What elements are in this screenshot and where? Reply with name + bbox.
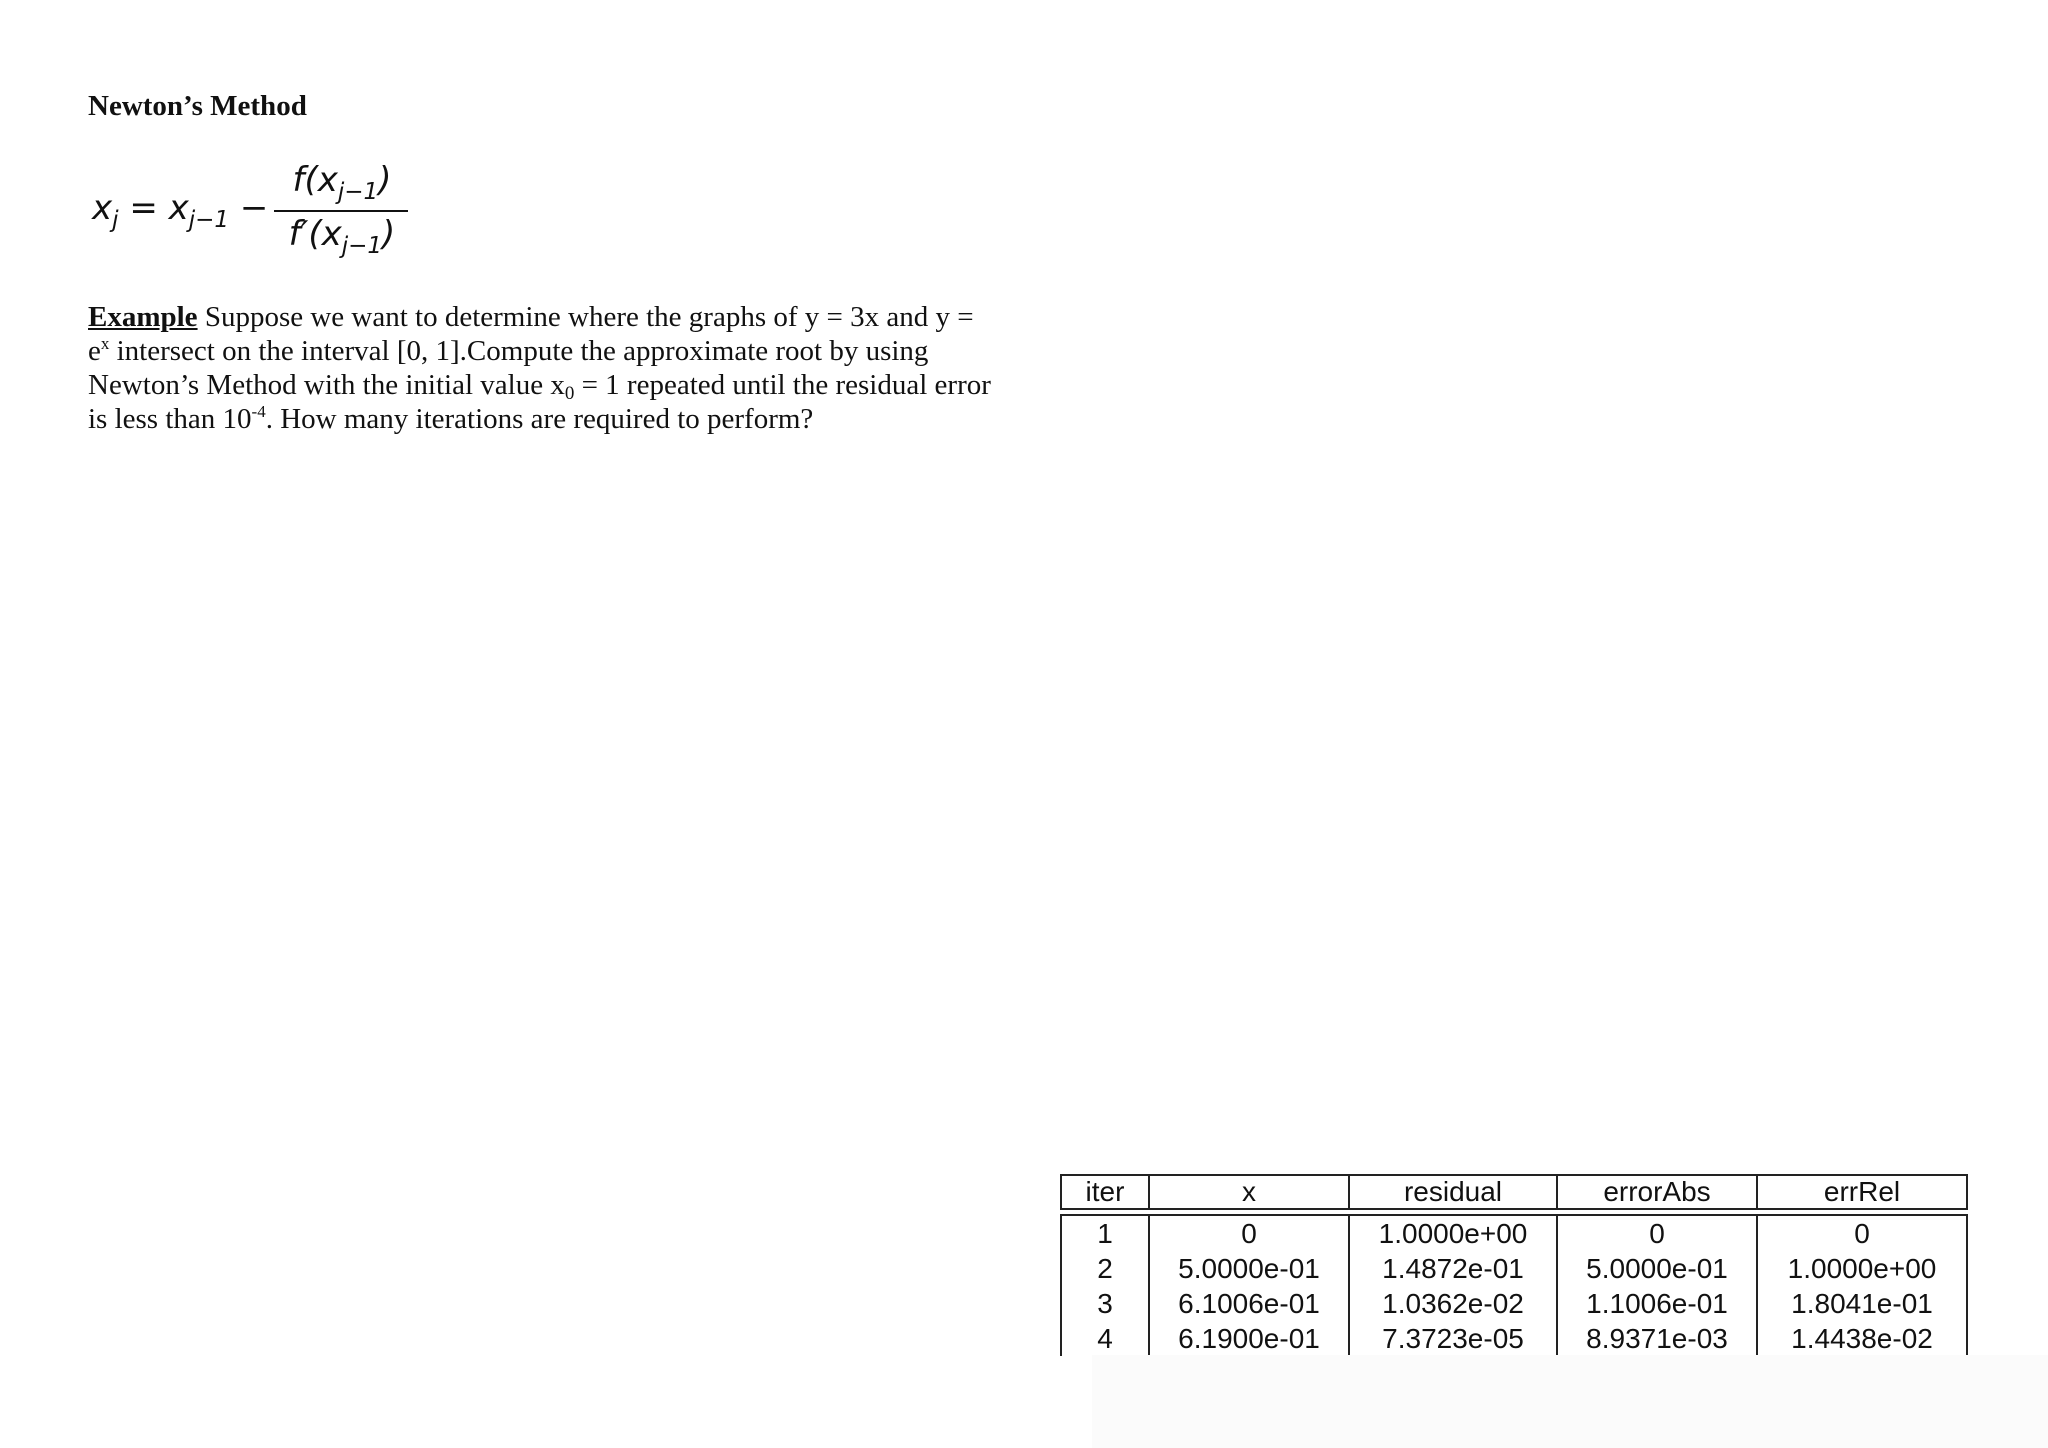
table-cell: 5.0000e-01 bbox=[1586, 1253, 1728, 1284]
iteration-table bbox=[1060, 1174, 1968, 1356]
denominator-prefix: f′(x bbox=[288, 214, 342, 254]
numerator-suffix: ) bbox=[378, 160, 392, 200]
table-cell: 6.1900e-01 bbox=[1178, 1323, 1320, 1354]
formula-lhs-sub: j bbox=[112, 207, 119, 233]
example-line-4-sup: -4 bbox=[251, 402, 266, 421]
numerator-prefix: f(x bbox=[292, 160, 338, 200]
newton-formula bbox=[92, 158, 432, 266]
numerator-sub: j−1 bbox=[337, 179, 379, 205]
table-cell: 0 bbox=[1649, 1218, 1665, 1249]
formula-denominator bbox=[277, 214, 407, 258]
formula-lhs-var: x bbox=[92, 188, 113, 228]
formula-minus: − bbox=[229, 188, 269, 228]
column-residual bbox=[1348, 1216, 1556, 1356]
column-error-abs bbox=[1556, 1216, 1756, 1356]
column-err-rel bbox=[1756, 1216, 1966, 1356]
denominator-sub: j−1 bbox=[341, 233, 383, 259]
table-cell: 0 bbox=[1241, 1218, 1257, 1249]
formula-rhs-sub: j−1 bbox=[188, 207, 230, 233]
example-line-2-text: intersect on the interval [0, 1].Compute the approximate root by using bbox=[109, 335, 929, 367]
table-cell: 1.0000e+00 bbox=[1787, 1253, 1937, 1284]
table-cell: 5.0000e-01 bbox=[1178, 1253, 1320, 1284]
example-line-3-sub: 0 bbox=[564, 383, 575, 404]
formula-numerator bbox=[277, 160, 407, 204]
example-line-3-pre: Newton’s Method with the initial value x bbox=[88, 369, 565, 401]
example-lead: Example bbox=[88, 301, 198, 333]
background-shade bbox=[1092, 1355, 2048, 1448]
header-error-abs: errorAbs bbox=[1556, 1176, 1756, 1208]
header-iter: iter bbox=[1085, 1176, 1125, 1207]
example-line-4-pre: is less than 10 bbox=[88, 403, 252, 435]
example-line-3-post: = 1 repeated until the residual error bbox=[574, 369, 991, 401]
formula-equals: = bbox=[118, 188, 169, 228]
column-iter bbox=[1062, 1216, 1148, 1356]
table-cell: 1.0000e+00 bbox=[1378, 1218, 1528, 1249]
header-x: x bbox=[1148, 1176, 1348, 1208]
fraction-bar bbox=[274, 210, 408, 212]
table-body bbox=[1060, 1214, 1968, 1356]
table-cell: 4 bbox=[1097, 1323, 1113, 1354]
header-err-rel: errRel bbox=[1756, 1176, 1966, 1208]
table-cell: 8.9371e-03 bbox=[1586, 1323, 1728, 1354]
column-x bbox=[1148, 1216, 1348, 1356]
table-cell: 1.4872e-01 bbox=[1382, 1253, 1524, 1284]
table-header-row bbox=[1060, 1174, 1968, 1210]
table-cell: 1.8041e-01 bbox=[1791, 1288, 1933, 1319]
example-line-3 bbox=[88, 368, 1088, 402]
example-line-2-sup: x bbox=[100, 334, 110, 353]
example-paragraph bbox=[88, 300, 1088, 436]
table-cell: 1.0362e-02 bbox=[1382, 1288, 1524, 1319]
table-cell: 6.1006e-01 bbox=[1178, 1288, 1320, 1319]
header-residual: residual bbox=[1348, 1176, 1556, 1208]
page-title: Newton’s Method bbox=[88, 90, 307, 122]
table-cell: 3 bbox=[1097, 1288, 1113, 1319]
denominator-suffix: ) bbox=[382, 214, 396, 254]
table-cell: 7.3723e-05 bbox=[1382, 1323, 1524, 1354]
table-cell: 1.1006e-01 bbox=[1586, 1288, 1728, 1319]
example-line-1-text: Suppose we want to determine where the graphs of y = 3x and y = bbox=[197, 301, 974, 333]
example-line-4-post: . How many iterations are required to perform? bbox=[265, 403, 814, 435]
table-cell: 2 bbox=[1097, 1253, 1113, 1284]
formula-lhs bbox=[92, 188, 268, 232]
table-cell: 1 bbox=[1097, 1218, 1113, 1249]
table-cell: 1.4438e-02 bbox=[1791, 1323, 1933, 1354]
example-line-4 bbox=[88, 402, 1088, 436]
example-line-2-base: e bbox=[88, 335, 101, 367]
table-cell: 0 bbox=[1854, 1218, 1870, 1249]
formula-rhs-var: x bbox=[168, 188, 189, 228]
example-line-1 bbox=[88, 300, 1088, 334]
example-line-2 bbox=[88, 334, 1088, 368]
